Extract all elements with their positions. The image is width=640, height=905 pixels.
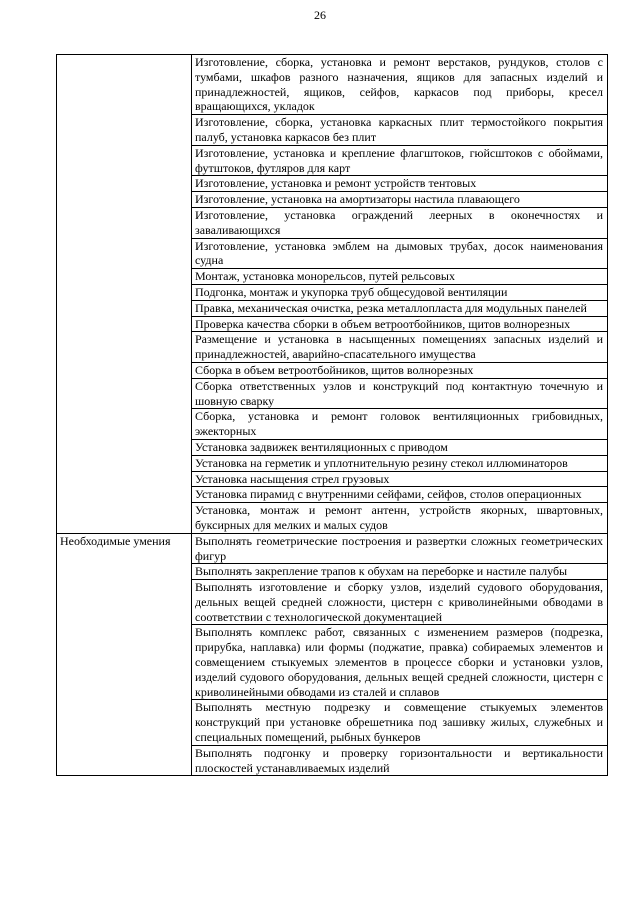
section-label-required-skills: Необходимые умения (57, 533, 192, 776)
table-row (57, 55, 608, 115)
table-cell-item: Изготовление, сборка, установка и ремонт верстаков, рундуков, столов с тумбами, шкафов разного назначения, ящиков для запасных изделий и принадлежностей, ящиков, сейфов, каркасов под приборы, кресел вращающихся, укладок (192, 55, 608, 115)
section-label-empty (57, 55, 192, 534)
table-row (57, 533, 608, 564)
table-cell-item: Монтаж, установка монорельсов, путей рельсовых (192, 269, 608, 285)
table-cell-item: Установка задвижек вентиляционных с приводом (192, 439, 608, 455)
table-cell-item: Изготовление, установка ограждений леерных в оконечностях и заваливающихся (192, 207, 608, 238)
table-cell-item: Изготовление, установка эмблем на дымовых трубах, досок наименования судна (192, 238, 608, 269)
table-cell-item: Размещение и установка в насыщенных помещениях запасных изделий и принадлежностей, аварийно-спасательного имущества (192, 332, 608, 363)
table-cell-item: Установка насыщения стрел грузовых (192, 471, 608, 487)
table-cell-item: Сборка в объем ветроотбойников, щитов волнорезных (192, 362, 608, 378)
table-cell-item: Подгонка, монтаж и укупорка труб общесудовой вентиляции (192, 284, 608, 300)
table-cell-item: Выполнять геометрические построения и развертки сложных геометрических фигур (192, 533, 608, 564)
table-cell-item: Выполнять изготовление и сборку узлов, изделий судового оборудования, дельных вещей средней сложности, цистерн с криволинейными обводами в соответствии с технологической документацией (192, 580, 608, 625)
table-cell-item: Выполнять подгонку и проверку горизонтальности и вертикальности плоскостей устанавливаемых изделий (192, 745, 608, 776)
table-cell-item: Изготовление, установка на амортизаторы настила плавающего (192, 192, 608, 208)
table-cell-item: Изготовление, сборка, установка каркасных плит термостойкого покрытия палуб, установка каркасов без плит (192, 115, 608, 146)
table-cell-item: Выполнять комплекс работ, связанных с изменением размеров (подрезка, прирубка, наплавка) или формы (поджатие, правка) собираемых элементов и совмещением стыкуемых элементов в процессе сборки и установки узлов, изделий судового оборудования, дельных вещей средней сложности, цистерн с криволинейными обводами из сталей и сплавов (192, 625, 608, 700)
table-cell-item: Установка, монтаж и ремонт антенн, устройств якорных, швартовных, буксирных для мелких и малых судов (192, 503, 608, 534)
page-number: 26 (314, 8, 326, 22)
table-cell-item: Установка пирамид с внутренними сейфами, сейфов, столов операционных (192, 487, 608, 503)
requirements-table (56, 54, 608, 776)
table-cell-item: Установка на герметик и уплотнительную резину стекол иллюминаторов (192, 455, 608, 471)
table-body (57, 55, 608, 776)
table-cell-item: Изготовление, установка и крепление флагштоков, гюйсштоков с обоймами, футштоков, футляров для карт (192, 145, 608, 176)
table-cell-item: Проверка качества сборки в объем ветроотбойников, щитов волнорезных (192, 316, 608, 332)
table-cell-item: Выполнять закрепление трапов к обухам на переборке и настиле палубы (192, 564, 608, 580)
table-cell-item: Сборка ответственных узлов и конструкций под контактную точечную и шовную сварку (192, 378, 608, 409)
table-cell-item: Правка, механическая очистка, резка металлопласта для модульных панелей (192, 300, 608, 316)
table-cell-item: Сборка, установка и ремонт головок вентиляционных грибовидных, эжекторных (192, 409, 608, 440)
table-cell-item: Изготовление, установка и ремонт устройств тентовых (192, 176, 608, 192)
table-cell-item: Выполнять местную подрезку и совмещение стыкуемых элементов конструкций при установке обрешетника под зашивку жилых, служебных и специальных помещений, рыбных бункеров (192, 700, 608, 745)
